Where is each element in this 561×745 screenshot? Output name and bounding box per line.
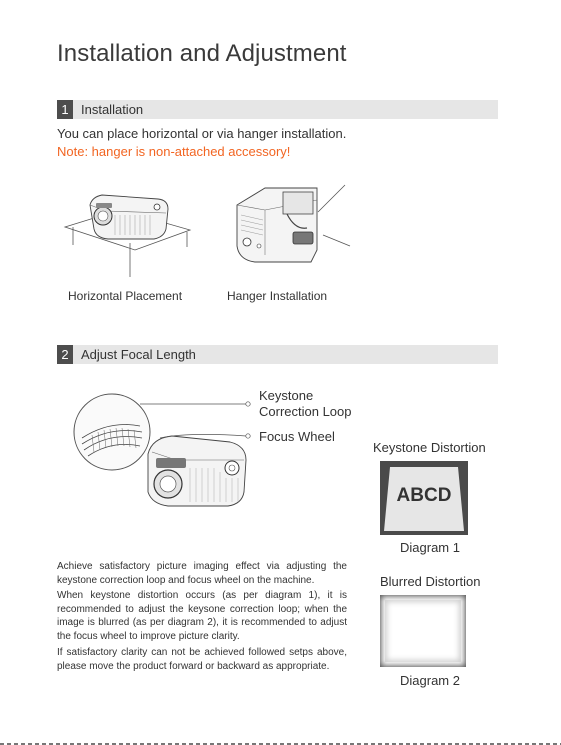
blurred-screen [385,600,461,662]
label-keystone-line1: Keystone [259,388,314,403]
diagram-2-caption: Diagram 2 [400,673,460,688]
page-title: Installation and Adjustment [57,40,347,67]
projector-focus-illustration [60,380,260,515]
horizontal-placement-illustration [60,185,200,285]
diagram-1-caption: Diagram 1 [400,540,460,555]
installation-text [57,125,346,161]
installation-note: Note: hanger is non-attached accessory! [57,144,291,159]
hanger-installation-illustration [225,180,355,280]
section-header-installation [57,100,498,119]
diagram-1-text: ABCD [396,485,452,506]
diagram-2-image [380,595,466,667]
caption-horizontal-placement: Horizontal Placement [68,289,183,303]
section-title: Adjust Focal Length [81,347,196,362]
section-number: 1 [57,100,73,119]
label-keystone-line2: Correction Loop [259,404,352,419]
section-number: 2 [57,345,73,364]
label-keystone-correction-loop [259,388,352,420]
keystone-distortion-heading: Keystone Distortion [373,440,486,455]
diagram-1-image [380,461,468,535]
paragraph-3: If satisfactory clarity can not be achieved followed setps above, please move the product forward or backward as appropriate. [57,647,347,672]
paragraph-1: Achieve satisfactory picture imaging effect via adjusting the keystone correction loop and focus wheel on the machine. [57,561,347,586]
paragraph-2: When keystone distortion occurs (as per diagram 1), it is recommended to adjust the keysone correction loop; when the image is blurred (as per diagram 2), it is recommended to adjust the focus wheel to improve picture clarity. [57,590,347,642]
section-header-focal-length [57,345,498,364]
label-focus-wheel: Focus Wheel [259,429,335,444]
section-title: Installation [81,102,144,117]
caption-hanger-installation: Hanger Installation [227,289,328,303]
installation-description: You can place horizontal or via hanger installation. [57,126,347,141]
blurred-distortion-heading: Blurred Distortion [380,574,481,589]
